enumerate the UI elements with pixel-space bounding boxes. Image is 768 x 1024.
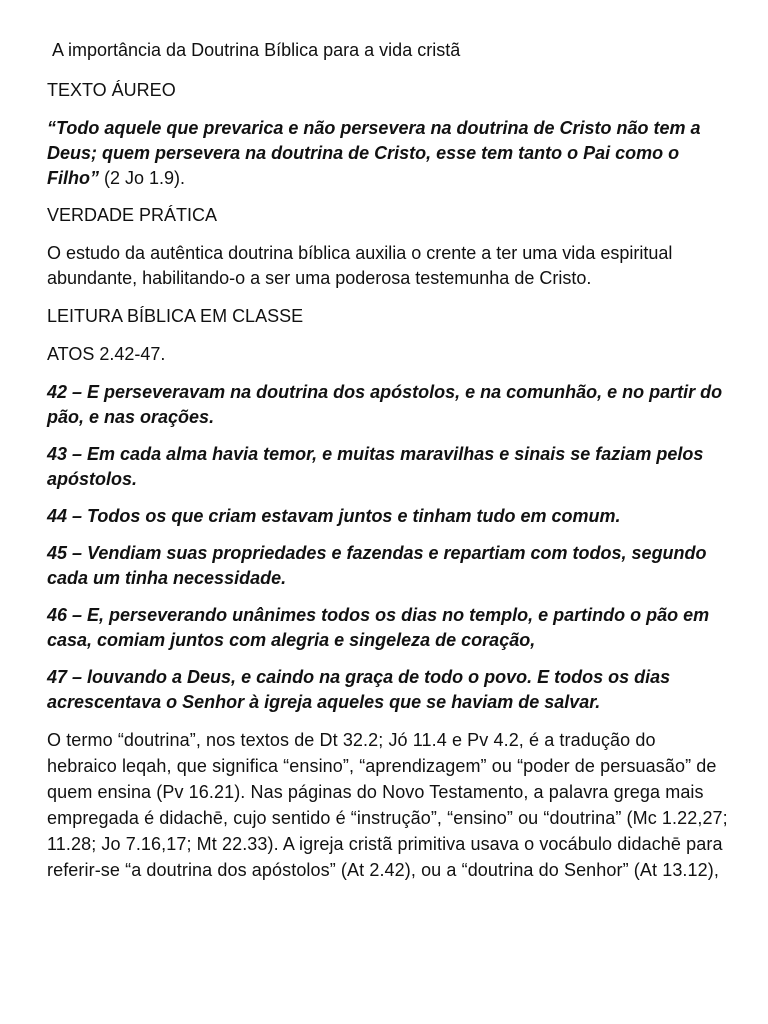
golden-text xyxy=(47,116,728,191)
document-title: A importância da Doutrina Bíblica para a vida cristã xyxy=(52,40,461,60)
bible-reading-heading: LEITURA BÍBLICA EM CLASSE xyxy=(47,306,304,326)
verse-45: 45 – Vendiam suas propriedades e fazendas e repartiam com todos, segundo cada um tinha necessidade. xyxy=(47,543,707,588)
golden-text-quote: “Todo aquele que prevarica e não persevera na doutrina de Cristo não tem a Deus; quem persevera na doutrina de Cristo, esse tem tanto o Pai como o Filho” xyxy=(47,118,701,188)
verse-47: 47 – louvando a Deus, e caindo na graça de todo o povo. E todos os dias acrescentava o Senhor à igreja aqueles que se haviam de salvar. xyxy=(47,667,671,712)
body-paragraph: O termo “doutrina”, nos textos de Dt 32.2; Jó 11.4 e Pv 4.2, é a tradução do hebraico leqah, que significa “ensino”, “aprendizagem” ou “poder de persuasão” de quem ensina (Pv 16.21). Nas páginas do Novo Testamento, a palavra grega mais empregada é didachē, cujo sentido é “instrução”, “ensino” ou “doutrina” (Mc 1.22,27; 11.28; Jo 7.16,17; Mt 22.33). A igreja cristã primitiva usava o vocábulo didachē para referir-se “a doutrina dos apóstolos” (At 2.42), ou a “doutrina do Senhor” (At 13.12), xyxy=(47,730,728,880)
practical-truth-text: O estudo da autêntica doutrina bíblica auxilia o crente a ter uma vida espiritual abundante, habilitando-o a ser uma poderosa testemunha de Cristo. xyxy=(47,243,673,288)
golden-text-reference: (2 Jo 1.9). xyxy=(99,168,186,188)
verse-44: 44 – Todos os que criam estavam juntos e tinham tudo em comum. xyxy=(47,506,621,526)
verse-42: 42 – E perseveravam na doutrina dos apóstolos, e na comunhão, e no partir do pão, e nas orações. xyxy=(47,382,723,427)
golden-text-heading: TEXTO ÁUREO xyxy=(47,80,176,100)
verse-43: 43 – Em cada alma havia temor, e muitas maravilhas e sinais se faziam pelos apóstolos. xyxy=(47,444,704,489)
bible-reading-reference: ATOS 2.42-47. xyxy=(47,344,166,364)
practical-truth-heading: VERDADE PRÁTICA xyxy=(47,205,218,225)
verse-46: 46 – E, perseverando unânimes todos os dias no templo, e partindo o pão em casa, comiam juntos com alegria e singeleza de coração, xyxy=(47,605,710,650)
